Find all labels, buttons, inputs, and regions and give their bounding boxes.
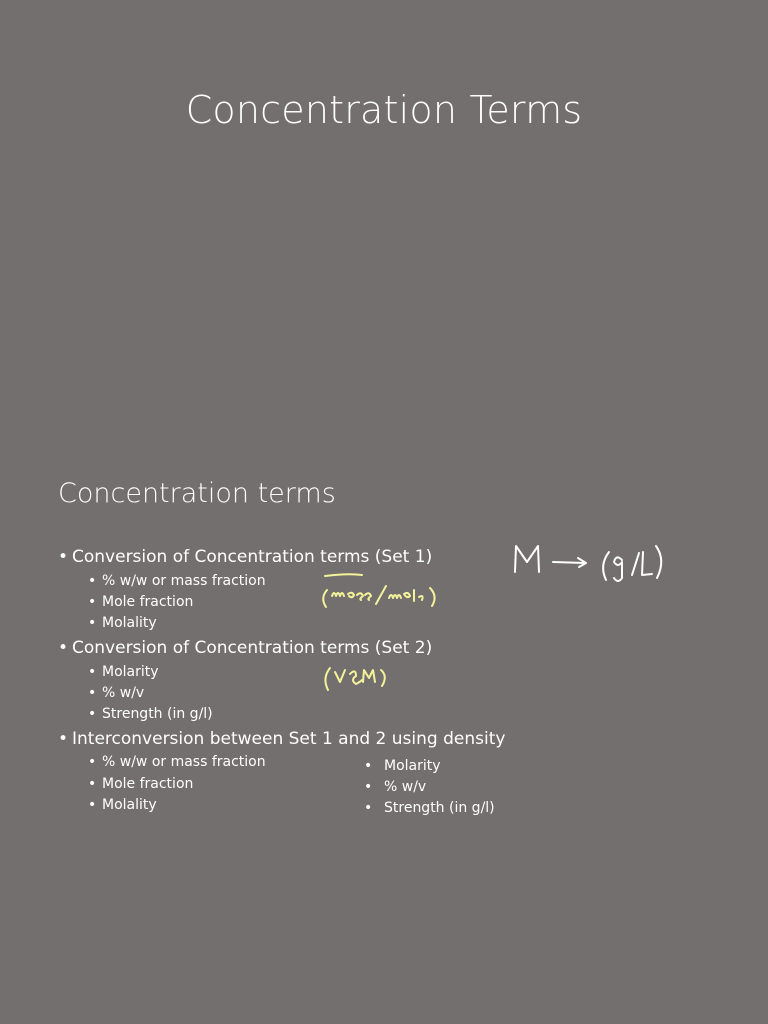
sub-bullet-right: • % w/v [364, 779, 427, 795]
handwritten-vam-note [325, 668, 384, 690]
bullet-text: Conversion of Concentration terms (Set 2) [72, 638, 433, 658]
sub-bullet-left: • Mole fraction [88, 776, 194, 792]
sub-bullet-right: • Strength (in g/l) [364, 800, 495, 816]
bullet-text: Interconversion between Set 1 and 2 using density [72, 729, 506, 749]
sub-bullet-left: • % w/w or mass fraction [88, 754, 266, 770]
bullet-dot: • [58, 638, 69, 658]
sub-bullet: • % w/v [88, 685, 145, 701]
handwritten-mass-mole-note [323, 574, 434, 607]
sub-bullet: • Mole fraction [88, 594, 194, 610]
sub-bullet-right: • Molarity [364, 758, 441, 774]
sub-bullet: • % w/w or mass fraction [88, 573, 266, 589]
section-heading: Concentration terms [58, 478, 336, 509]
bullet-text: Conversion of Concentration terms (Set 1) [72, 547, 433, 567]
slide-title: Concentration Terms [185, 88, 583, 132]
sub-bullet-left: • Molality [88, 797, 157, 813]
bullet-dot: • [58, 547, 69, 567]
sub-bullet: • Molality [88, 615, 157, 631]
bullet-dot: • [58, 729, 69, 749]
handwritten-m-to-gl-note [515, 546, 661, 581]
sub-bullet: • Molarity [88, 664, 159, 680]
sub-bullet: • Strength (in g/l) [88, 706, 213, 722]
